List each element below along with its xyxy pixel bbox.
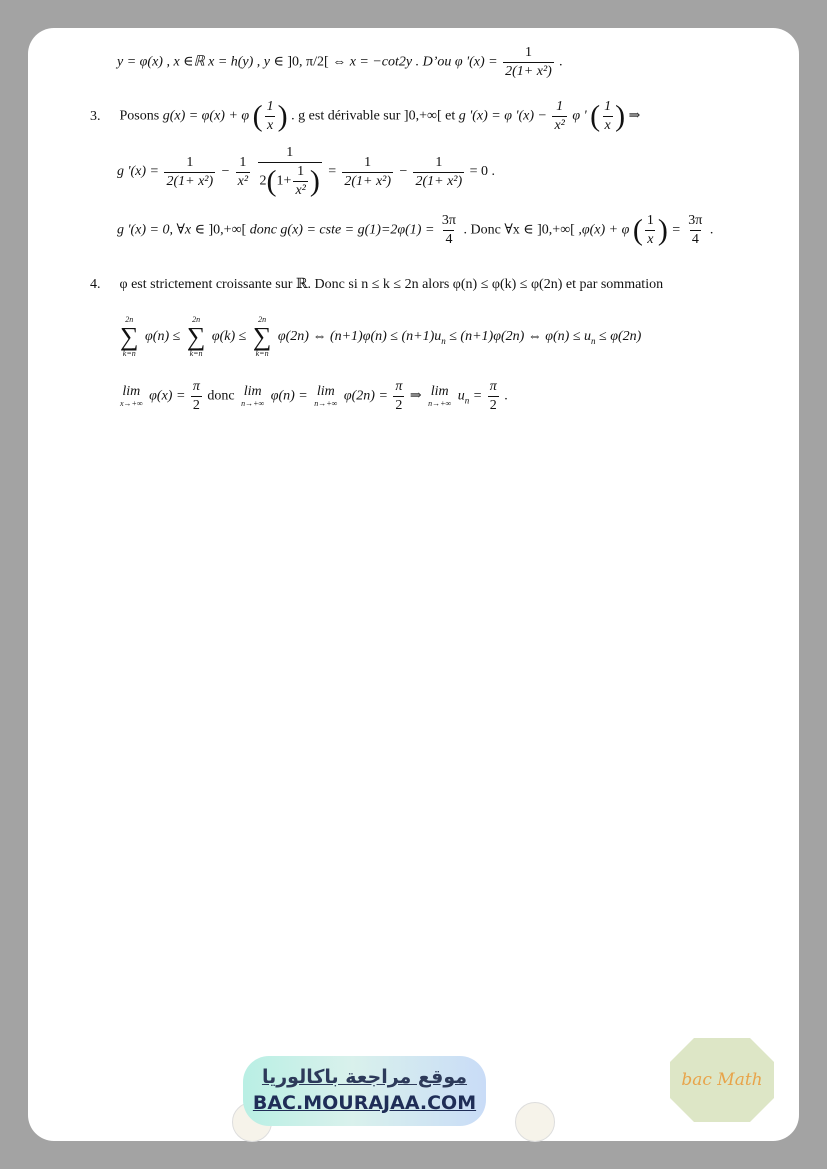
num: 1 bbox=[604, 99, 612, 114]
num: 3π bbox=[441, 213, 456, 228]
den: x bbox=[604, 118, 611, 133]
sigma: ∑ bbox=[120, 322, 139, 351]
line1-end: . bbox=[559, 54, 563, 70]
l3-b: donc g(x) = cste = g(1)=2φ(1) = bbox=[249, 222, 435, 238]
l3-frac-3 bbox=[686, 214, 704, 247]
l3-end: . bbox=[709, 222, 714, 238]
frac-1-over-x2 bbox=[552, 100, 566, 133]
num: π bbox=[192, 379, 200, 394]
pi-over-2-b bbox=[393, 380, 404, 413]
den: x bbox=[647, 232, 654, 247]
item3-posons: Posons bbox=[119, 108, 160, 124]
den: x² bbox=[295, 183, 306, 198]
num: π bbox=[489, 379, 497, 394]
den: 2 bbox=[192, 398, 200, 413]
lim-sub: n→+∞ bbox=[314, 398, 338, 408]
sum-top: 2n bbox=[125, 315, 134, 324]
sum-2 bbox=[187, 316, 206, 358]
gprime-lhs: g '(x) = bbox=[117, 164, 159, 180]
num: 1 bbox=[239, 154, 247, 170]
l2-frac-4 bbox=[342, 156, 393, 189]
l5: u bbox=[457, 388, 465, 404]
s3: φ(2n) ⇔ (n+1)φ(n) ≤ (n+1)u bbox=[277, 329, 442, 345]
item3-line-2 bbox=[117, 146, 495, 198]
donc: donc bbox=[207, 388, 235, 404]
line1-fraction bbox=[503, 46, 554, 79]
minus: − bbox=[220, 164, 231, 180]
inner-frac bbox=[293, 165, 307, 198]
num: 1 bbox=[646, 213, 654, 228]
minus-2: − bbox=[398, 164, 408, 180]
line1-expr-b: ⇔ x = −cot2y . D’ou bbox=[332, 54, 452, 70]
phi-prime: φ ' bbox=[572, 108, 587, 124]
s4-sub: n bbox=[591, 336, 596, 347]
den: 4 bbox=[445, 232, 453, 247]
footer-banner[interactable] bbox=[243, 1056, 486, 1126]
den: x² bbox=[554, 118, 565, 133]
line1-expr-c: φ '(x) = bbox=[454, 54, 498, 70]
den: 2(1+ x²) bbox=[415, 173, 463, 189]
l3-interval-2: ]0,+∞[ bbox=[537, 222, 575, 238]
s1: φ(n) ≤ bbox=[145, 329, 181, 345]
footer-site-link[interactable]: BAC.MOURAJAA.COM bbox=[252, 1092, 477, 1114]
s2: φ(k) ≤ bbox=[211, 329, 247, 345]
l2-frac-5 bbox=[413, 156, 464, 189]
inner-pre: 1+ bbox=[276, 173, 292, 189]
l3-c: . Donc ∀x ∈ bbox=[463, 222, 534, 238]
implies-symbol: ⇒ bbox=[628, 108, 641, 124]
sum-1 bbox=[120, 316, 139, 358]
item3-interval: ]0,+∞[ bbox=[403, 108, 442, 124]
lim-word: lim bbox=[243, 384, 262, 400]
l1: φ(x) = bbox=[149, 388, 186, 404]
l2-frac-1 bbox=[164, 156, 215, 189]
den: x bbox=[267, 118, 274, 133]
num: 3π bbox=[688, 213, 703, 228]
bac-math-logo bbox=[670, 1038, 774, 1122]
lim-4 bbox=[428, 384, 451, 408]
item4-line-2 bbox=[117, 316, 641, 358]
lim-3 bbox=[314, 384, 337, 408]
pi-over-2-c bbox=[488, 380, 499, 413]
line1-expr-a: y = φ(x) , x ∈ℝ x = h(y) , y ∈ bbox=[117, 54, 284, 70]
formula-line-1 bbox=[117, 46, 563, 79]
lim-2 bbox=[241, 384, 264, 408]
frac-1-over-x-b bbox=[602, 100, 613, 133]
lim-word: lim bbox=[122, 384, 141, 400]
l2-frac-3 bbox=[258, 146, 322, 198]
sum-top: 2n bbox=[192, 315, 201, 324]
l6: = bbox=[472, 388, 483, 404]
frac-1-over-x bbox=[265, 100, 276, 133]
item4-line-3 bbox=[117, 380, 508, 413]
lim-sub: n→+∞ bbox=[428, 398, 452, 408]
l2-frac-2 bbox=[236, 156, 250, 189]
item3-text-derivable: . g est dérivable sur bbox=[291, 108, 401, 124]
item3-text-et: et bbox=[445, 108, 456, 124]
fraction-numerator: 1 bbox=[524, 45, 532, 60]
den-nested: 2(1+ $\frac{1}{\text{x²}}$ ) bbox=[259, 164, 320, 198]
num: 1 bbox=[186, 154, 194, 170]
l3-e: = bbox=[671, 222, 681, 238]
den: 2(1+ x²) bbox=[166, 173, 214, 189]
den: 2 bbox=[489, 398, 497, 413]
l3-frac-1 bbox=[440, 214, 458, 247]
num: 1 bbox=[556, 99, 564, 114]
lim-1 bbox=[120, 384, 143, 408]
l-end: . bbox=[504, 388, 508, 404]
l3-frac-2 bbox=[645, 214, 656, 247]
l2: φ(n) = bbox=[270, 388, 308, 404]
den: 2 bbox=[395, 398, 403, 413]
item3-line-1: 3. Posons g(x) = φ(x) + φ ( $\frac{1}{x}$ ) . g est dérivable sur ]0,+∞[ et g '(x) = φ '(x) − $\frac{1}{\text{x²}}$ φ ' ( $\frac{1}{x}$ ) ⇒ bbox=[90, 99, 641, 133]
s3-sub: n bbox=[441, 336, 446, 347]
line1-interval: ]0, π/2[ bbox=[287, 54, 329, 70]
num: 1 bbox=[266, 99, 274, 114]
lim-sub: n→+∞ bbox=[241, 398, 265, 408]
num: 1 bbox=[286, 145, 294, 160]
g-definition: g(x) = φ(x) + φ bbox=[162, 108, 250, 124]
l3-interval: ]0,+∞[ bbox=[208, 222, 247, 238]
den-two: 2 bbox=[259, 173, 267, 189]
sum-3 bbox=[253, 316, 272, 358]
num: 1 bbox=[435, 154, 443, 170]
sum-top: 2n bbox=[258, 315, 267, 324]
sum-bottom: k=n bbox=[255, 349, 269, 358]
logo-text: bac Math bbox=[681, 1070, 763, 1090]
sigma: ∑ bbox=[252, 322, 272, 351]
den: 4 bbox=[691, 232, 699, 247]
num: 1 bbox=[297, 164, 305, 179]
den: 2(1+ x²) bbox=[344, 173, 392, 189]
lim-sub: x→+∞ bbox=[120, 398, 143, 408]
g-prime-expr: g '(x) = φ '(x) − bbox=[458, 108, 547, 124]
l3-a: g '(x) = 0, ∀x ∈ bbox=[117, 222, 206, 238]
document-page bbox=[28, 28, 799, 1141]
l3-d: ,φ(x) + φ bbox=[578, 222, 630, 238]
s4: ≤ (n+1)φ(2n) ⇔ φ(n) ≤ u bbox=[449, 329, 592, 345]
item4-text: φ est strictement croissante sur ℝ. Donc si n ≤ k ≤ 2n alors φ(n) ≤ φ(k) ≤ φ(2n) et par sommation bbox=[119, 277, 664, 292]
l3: φ(2n) = bbox=[343, 388, 388, 404]
equals: = bbox=[327, 164, 337, 180]
pi-over-2-a bbox=[191, 380, 202, 413]
item4-line-1 bbox=[90, 278, 663, 292]
l5-sub: n bbox=[464, 395, 470, 406]
sigma: ∑ bbox=[186, 322, 206, 351]
s5: ≤ φ(2n) bbox=[599, 329, 642, 345]
footer-arabic-text[interactable]: موقع مراجعة باكالوريا bbox=[261, 1066, 468, 1088]
footer-logo-right bbox=[515, 1102, 555, 1142]
item3-number: 3. bbox=[90, 108, 101, 124]
lim-word: lim bbox=[430, 384, 449, 400]
item3-line-3: g '(x) = 0, ∀x ∈ ]0,+∞[ donc g(x) = cste = g(1)=2φ(1) = $\frac{3\pi}{4}$ . Donc ∀x ∈ ]0,+∞[ ,φ(x) + φ ( $\frac{1}{x}$ ) = $\frac{3\pi}{4}$ . bbox=[117, 213, 714, 247]
fraction-denominator: 2(1+ x²) bbox=[505, 64, 552, 79]
sum-bottom: k=n bbox=[122, 349, 136, 358]
l2-end: = 0 . bbox=[469, 164, 496, 180]
den: x² bbox=[237, 173, 249, 189]
sum-bottom: k=n bbox=[189, 349, 203, 358]
lim-word: lim bbox=[316, 384, 335, 400]
num: 1 bbox=[364, 154, 372, 170]
l4: ⇒ bbox=[409, 388, 422, 404]
num: π bbox=[395, 379, 403, 394]
item4-number: 4. bbox=[90, 277, 101, 292]
